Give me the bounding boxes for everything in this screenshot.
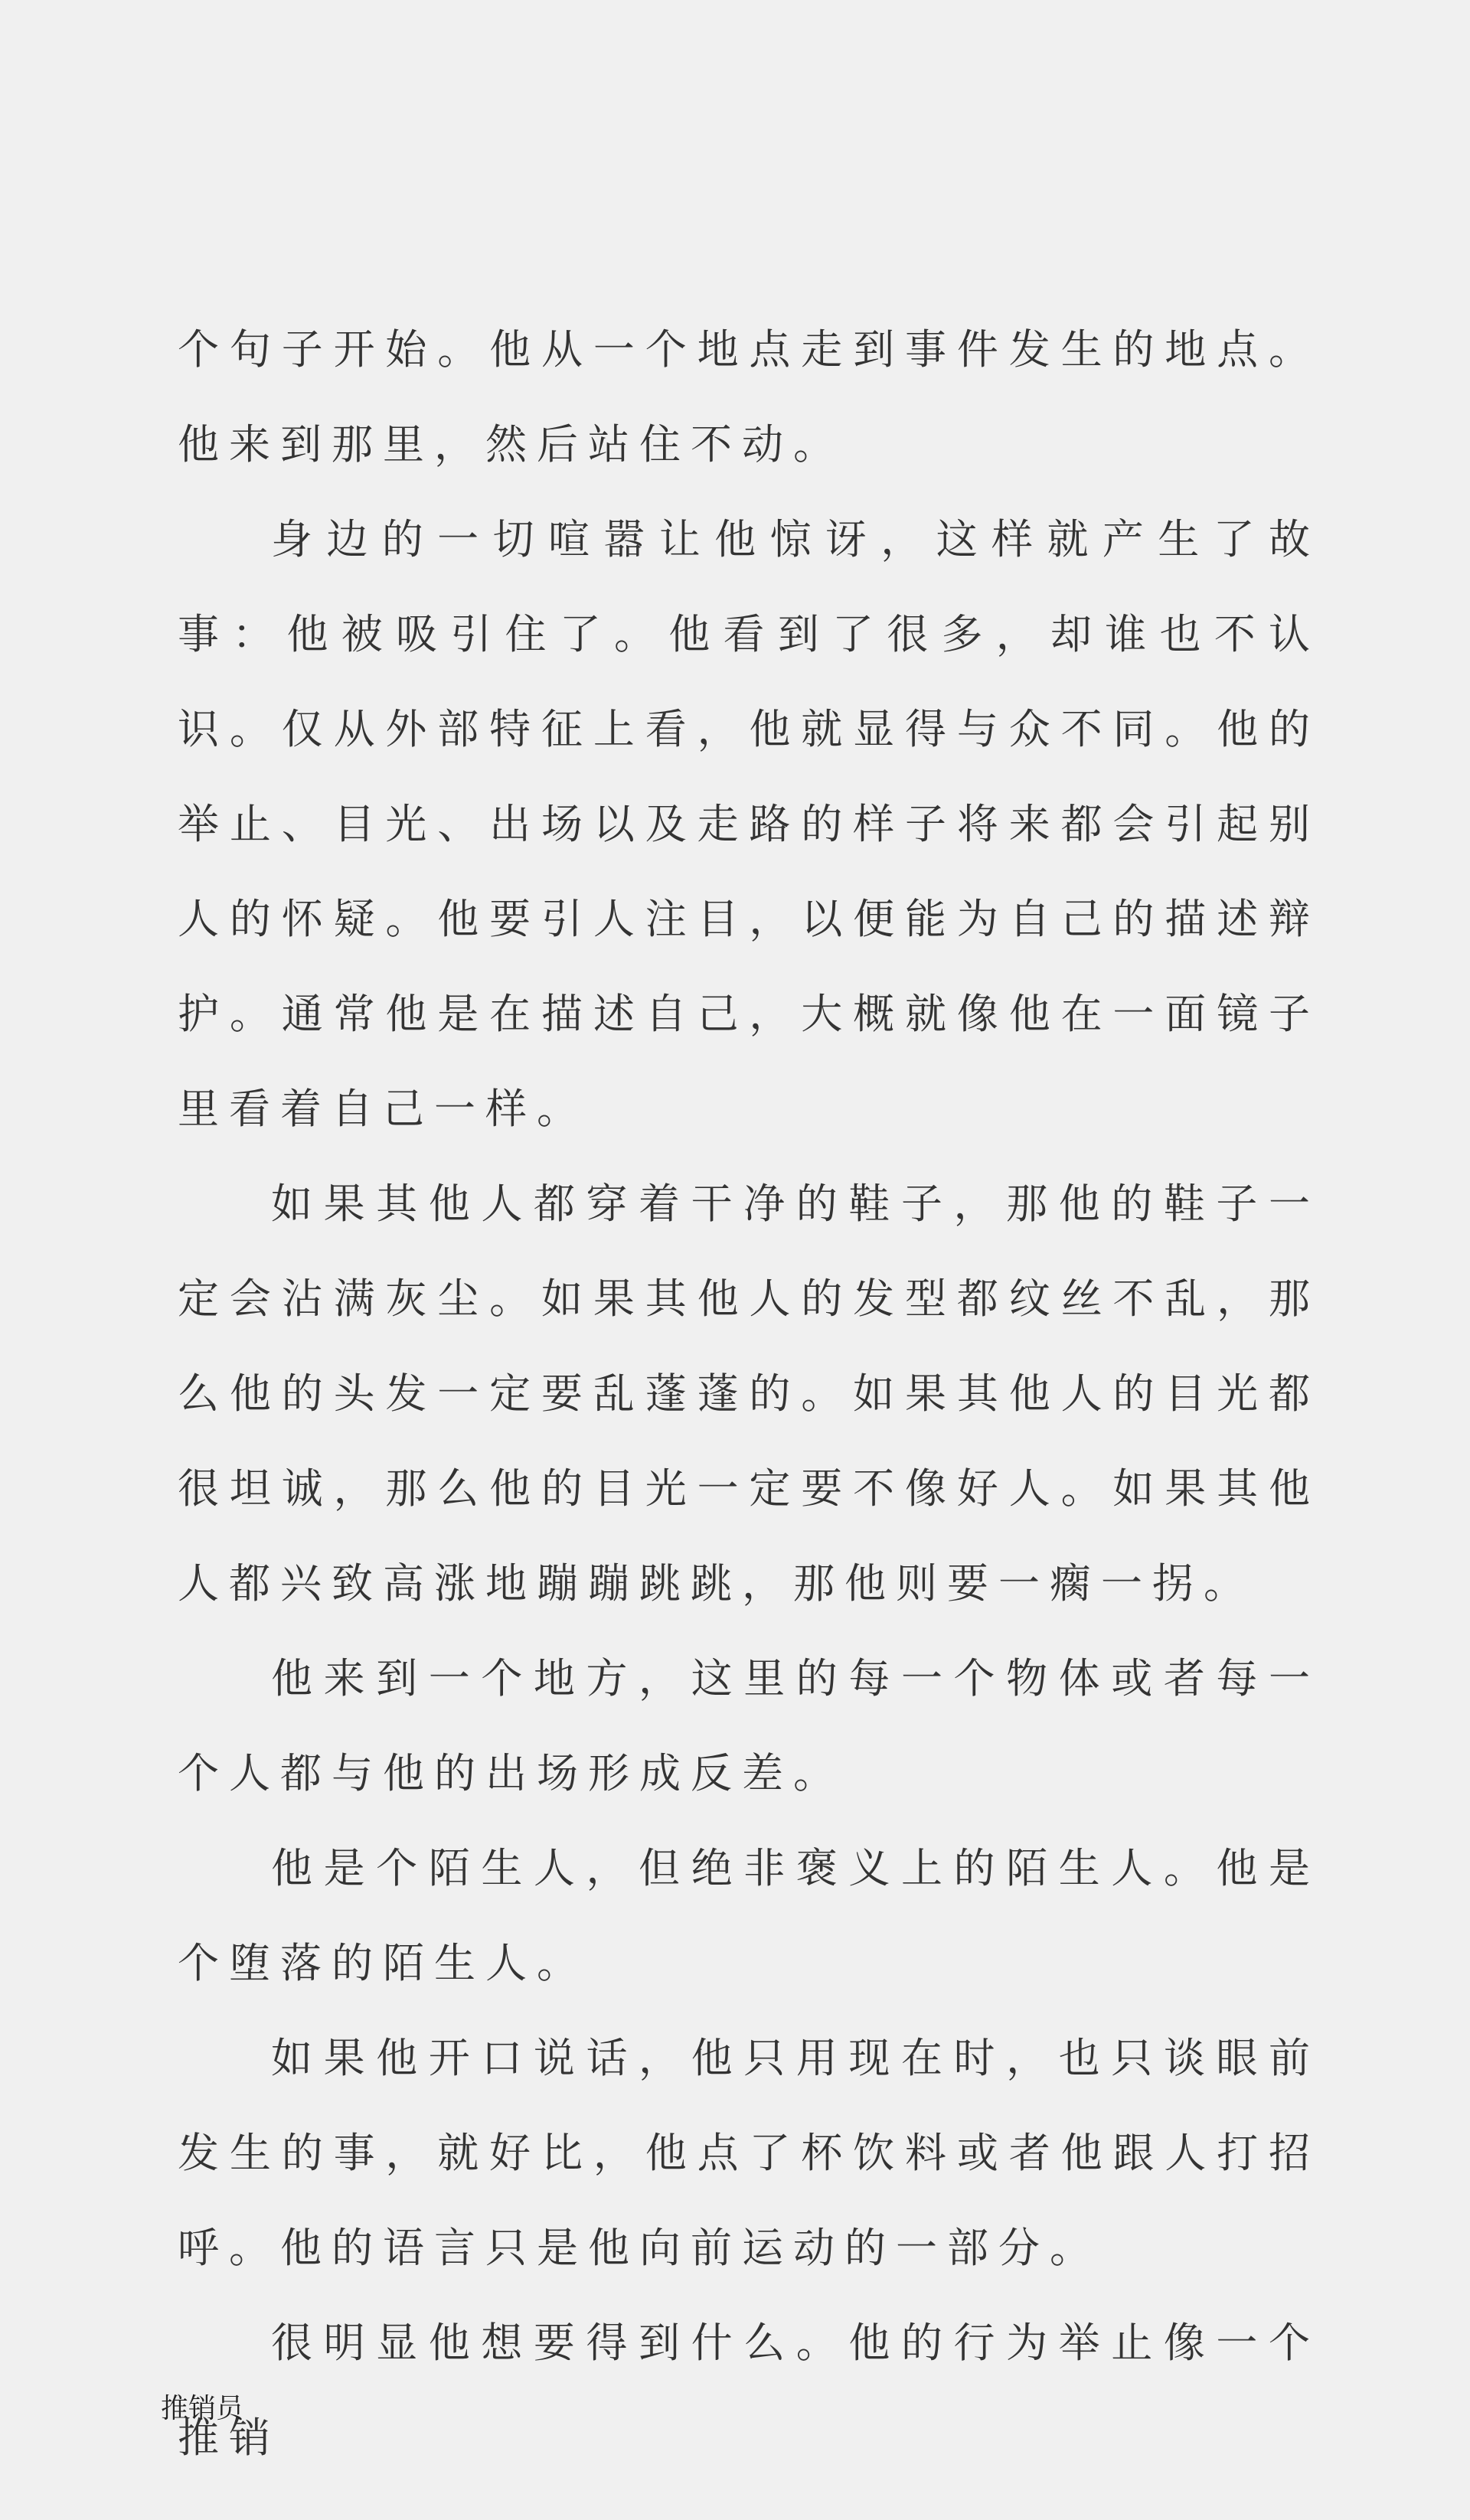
paragraph: 如果其他人都穿着干净的鞋子，那他的鞋子一定会沾满灰尘。如果其他人的发型都纹丝不乱，那么他的头发一定要乱蓬蓬的。如果其他人的目光都很坦诚，那么他的目光一定要不像好人。如果其他人都兴致高涨地蹦蹦跳跳，那他则要一瘸一拐。	[178, 1180, 1320, 1608]
paragraph: 他来到一个地方，这里的每一个物体或者每一个人都与他的出场形成反差。	[178, 1654, 1320, 1797]
paragraph: 很明显他想要得到什么。他的行为举止像一个推销	[178, 2319, 1320, 2462]
page-body	[178, 302, 1320, 2486]
paragraph-continuation: 个句子开始。他从一个地点走到事件发生的地点。他来到那里，然后站住不动。	[178, 325, 1320, 468]
paragraph: 身边的一切喧嚣让他惊讶，这样就产生了故事：他被吸引住了。他看到了很多，却谁也不认识。仅从外部特征上看，他就显得与众不同。他的举止、目光、出场以及走路的样子将来都会引起别人的怀疑。他要引人注目，以便能为自己的描述辩护。通常他是在描述自己，大概就像他在一面镜子里看着自己一样。	[178, 515, 1320, 1133]
paragraph: 如果他开口说话，他只用现在时，也只谈眼前发生的事，就好比，他点了杯饮料或者他跟人打招呼。他的语言只是他向前运动的一部分。	[178, 2034, 1320, 2272]
paragraph: 他是个陌生人，但绝非褒义上的陌生人。他是个堕落的陌生人。	[178, 1844, 1320, 1987]
running-footer-title: 推销员	[161, 2393, 244, 2424]
